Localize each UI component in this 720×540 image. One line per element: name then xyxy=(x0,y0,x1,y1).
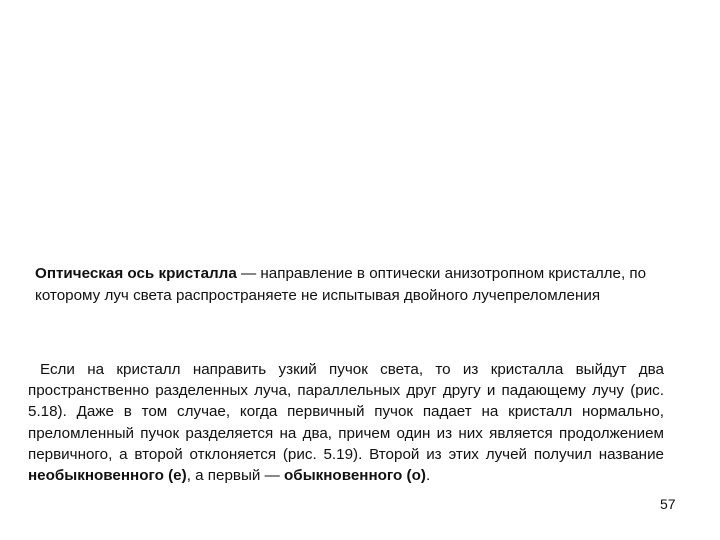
paragraph-middle-text: , а первый — xyxy=(186,467,285,485)
paragraph-main-text: Если на кристалл направить узкий пучок света, то из кристалла выйдут два пространственно разделенных луча, параллельных друг другу и падающему лучу (рис. 5.18). Даже в том случае, когда первичный пучок падает на кристалл нормально, преломленный пучок разделяется на два, причем один из них является продолжением первичного, а второй отклоняется (рис. 5.19). Второй из этих лучей получил название xyxy=(28,361,664,463)
paragraph-end-text: . xyxy=(425,467,431,485)
body-paragraph xyxy=(28,359,664,486)
definition-body: — направление в оптически анизотропном кристалле, по которому луч света распространяете не испытывая двойного лучепреломления xyxy=(35,265,647,304)
page-number: 57 xyxy=(660,496,676,512)
definition-term: Оптическая ось кристалла xyxy=(35,265,237,282)
term-ordinary: обыкновенного (о) xyxy=(284,467,426,485)
term-extraordinary: необыкновенного (е) xyxy=(28,467,187,485)
definition-text xyxy=(35,263,675,307)
